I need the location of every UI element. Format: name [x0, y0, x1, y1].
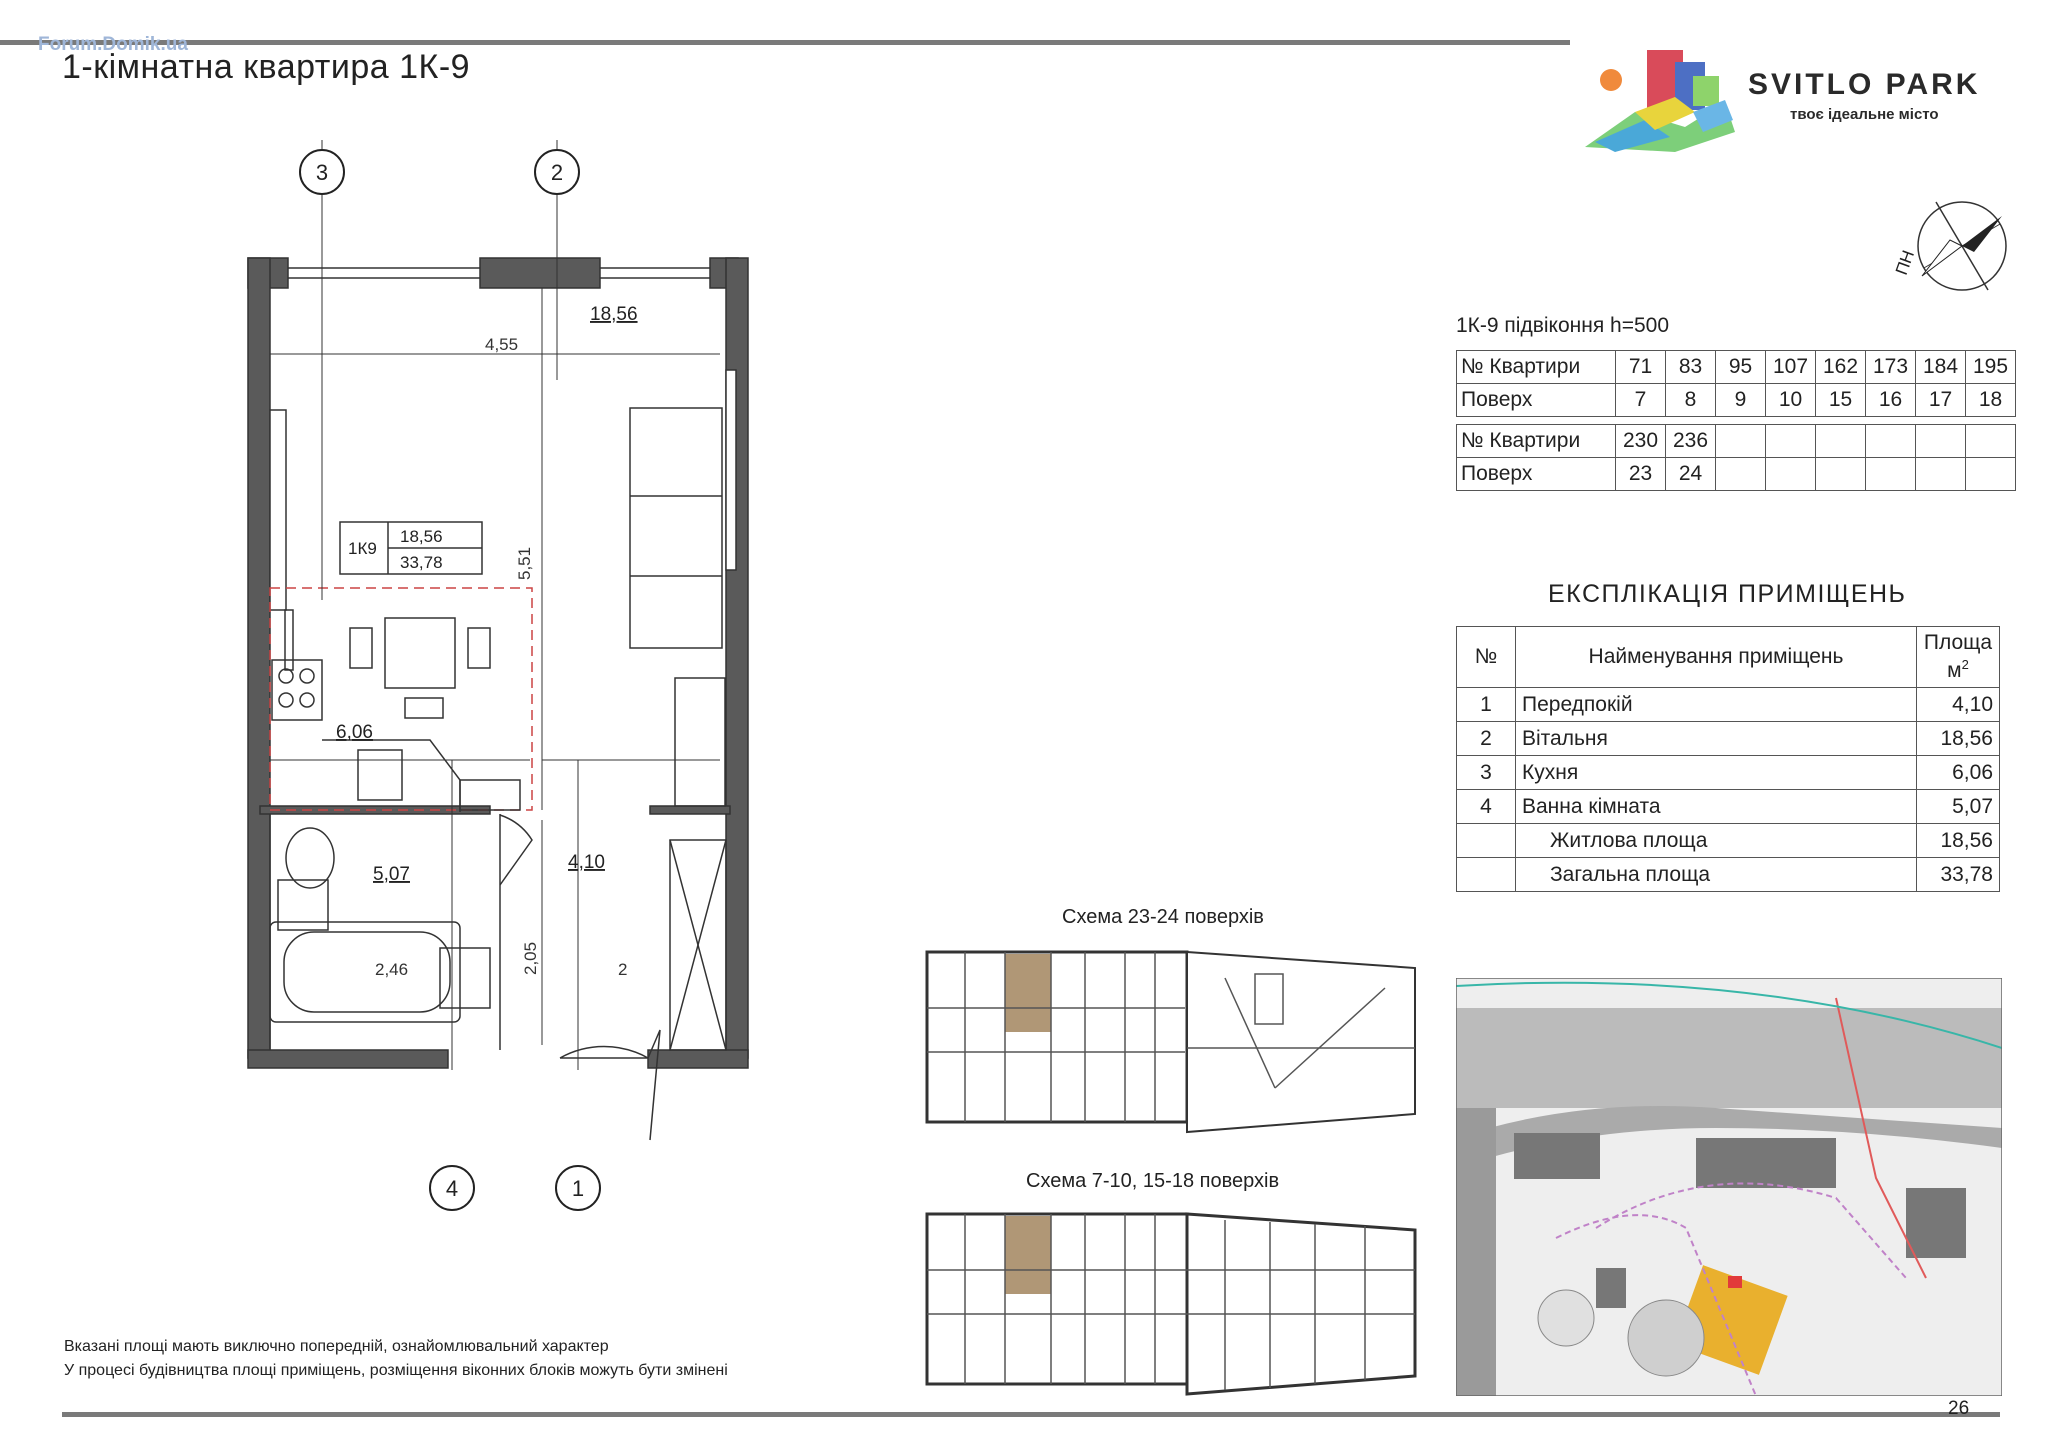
scheme-caption-bottom: Схема 7-10, 15-18 поверхів [1026, 1170, 1280, 1192]
apt-row-header: № Квартири [1457, 351, 1616, 384]
room-area-living: 18,56 [590, 304, 638, 325]
table-row: 4 Ванна кімната 5,07 [1457, 790, 2000, 824]
total-area-row: Загальна площа 33,78 [1457, 858, 2000, 892]
compass [1862, 196, 2022, 306]
apt-row-header-2: № Квартири [1457, 425, 1616, 458]
apt-label-living: 18,56 [400, 527, 443, 546]
axis-label-4: 4 [445, 1176, 459, 1201]
brand-name: SVITLO PARK [1748, 68, 1981, 101]
room-area-kitchen: 6,06 [336, 722, 373, 743]
table-row: 2 Вітальня 18,56 [1457, 722, 2000, 756]
site-plan-map [1456, 978, 2002, 1396]
table-row: 3 Кухня 6,06 [1457, 756, 2000, 790]
room-area-hall: 4,10 [568, 852, 605, 873]
page-title: 1-кімнатна квартира 1К-9 [62, 48, 471, 86]
brand-slogan: твоє ідеальне місто [1790, 106, 1939, 123]
explication-title: ЕКСПЛІКАЦІЯ ПРИМІЩЕНЬ [1548, 580, 1907, 608]
top-rule [0, 40, 1570, 45]
room-area-bath: 5,07 [373, 864, 410, 885]
expl-header-no: № [1457, 627, 1516, 688]
dim-bath-width: 2,46 [375, 960, 409, 979]
apartments-table-2: № Квартири 230 236 Поверх 23 24 [1456, 424, 2016, 491]
floor-scheme-23-24 [925, 948, 1420, 1138]
floor-row-header-2: Поверх [1457, 458, 1616, 491]
apartments-table-1: № Квартири 71 83 95 107 162 173 184 195 Поверх 7 8 9 10 15 16 17 18 [1456, 350, 2016, 417]
dim-hall-height: 2,05 [521, 941, 540, 975]
note-2: У процесі будівництва площі приміщень, розміщення віконних блоків можуть бути змінені [64, 1362, 728, 1379]
axis-label-3: 3 [315, 160, 329, 185]
axis-label-1: 1 [571, 1176, 585, 1201]
compass-label: ПН [1891, 247, 1919, 278]
floor-row-header: Поверх [1457, 384, 1616, 417]
floor-plan [230, 140, 770, 1220]
watermark: Forum.Domik.ua [38, 34, 188, 55]
page-number: 26 [1948, 1398, 1970, 1419]
floor-scheme-7-18 [925, 1210, 1420, 1400]
bottom-rule [62, 1412, 2000, 1417]
compass-arrow-icon [1962, 216, 2002, 252]
note-1: Вказані площі мають виключно попередній, ознайомлювальний характер [64, 1338, 609, 1355]
expl-header-name: Найменування приміщень [1516, 627, 1917, 688]
axis-label-2: 2 [550, 160, 564, 185]
apt-label-code: 1К9 [348, 539, 377, 558]
sill-note: 1К-9 підвіконня h=500 [1456, 314, 1670, 337]
scheme-caption-top: Схема 23-24 поверхів [1062, 906, 1264, 928]
explication-table [1456, 626, 2000, 892]
living-area-row: Житлова площа 18,56 [1457, 824, 2000, 858]
dim-height: 5,51 [515, 546, 534, 580]
table-row: 1 Передпокій 4,10 [1457, 688, 2000, 722]
dim-width: 4,55 [485, 335, 519, 354]
svitlo-park-logo [1575, 42, 1740, 157]
dim-hall-width: 2 [618, 960, 628, 979]
expl-header-area: Площа $м^2$ [1917, 627, 2000, 688]
apt-label-total: 33,78 [400, 553, 443, 572]
